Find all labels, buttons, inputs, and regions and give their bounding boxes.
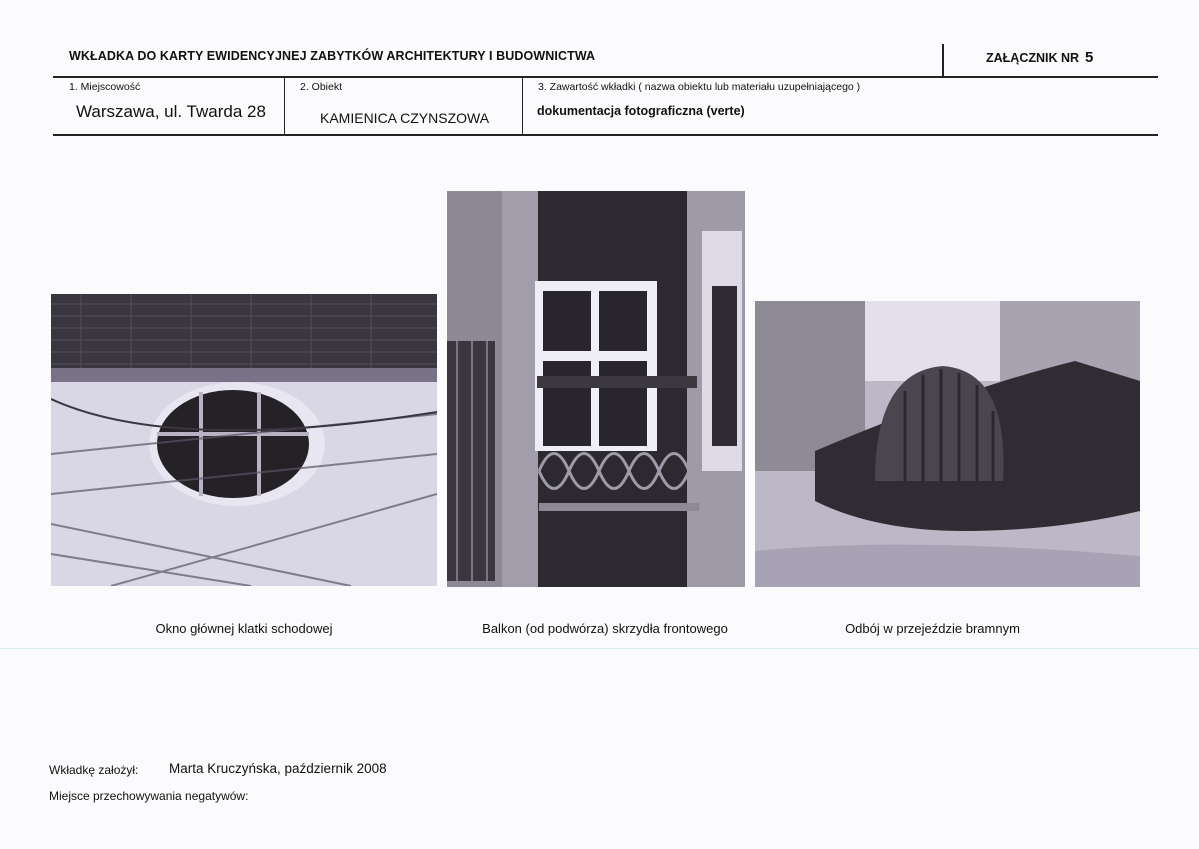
scan-line <box>0 648 1199 649</box>
table-top-rule <box>53 76 1158 78</box>
object-value: KAMIENICA CZYNSZOWA <box>320 110 490 126</box>
column-divider <box>522 77 523 135</box>
annex-number: 5 <box>1085 49 1094 66</box>
photo-caption: Okno głównej klatki schodowej <box>155 621 333 636</box>
header-divider <box>942 44 944 76</box>
locality-value: Warszawa, ul. Twarda 28 <box>76 102 266 121</box>
founder-label: Wkładkę założył: <box>49 763 139 777</box>
annex-label: ZAŁĄCZNIK NR <box>986 51 1080 65</box>
column-divider <box>284 77 285 135</box>
annex-heading <box>986 49 1093 66</box>
content-value: dokumentacja fotograficzna (verte) <box>537 104 745 118</box>
object-label: 2. Obiekt <box>300 81 343 93</box>
locality-label: 1. Miejscowość <box>69 81 141 93</box>
founder-value: Marta Kruczyńska, październik 2008 <box>169 761 387 776</box>
content-label: 3. Zawartość wkładki ( nazwa obiektu lub materiału uzupełniającego ) <box>538 81 861 93</box>
document-title: WKŁADKA DO KARTY EWIDENCYJNEJ ZABYTKÓW ARCHITEKTURY I BUDOWNICTWA <box>69 49 596 63</box>
negatives-label: Miejsce przechowywania negatywów: <box>49 789 249 803</box>
photo-caption: Balkon (od podwórza) skrzydła frontowego <box>482 621 728 636</box>
photo-staircase-window <box>51 294 437 586</box>
table-bottom-rule <box>53 134 1158 136</box>
photo-caption: Odbój w przejeździe bramnym <box>845 621 1020 636</box>
photo-wheel-guard <box>755 301 1140 587</box>
photo-balcony <box>447 191 745 587</box>
